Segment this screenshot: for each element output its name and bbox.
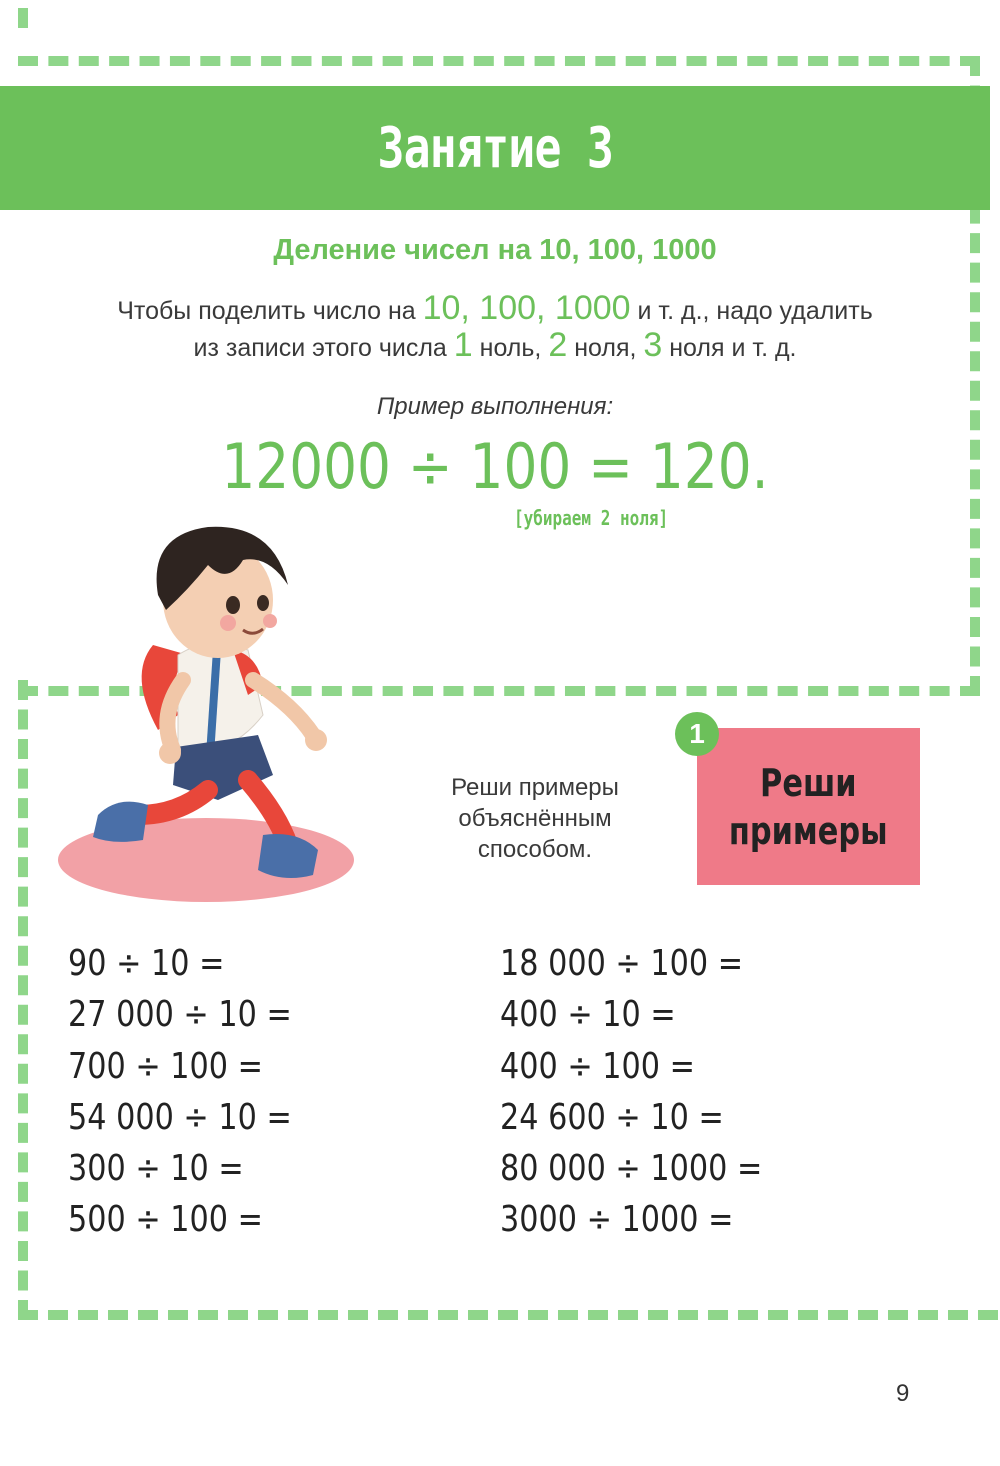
task-label-line: Реши (760, 760, 857, 805)
example-note: [убираем 2 ноля] (514, 506, 669, 530)
problem-item: 18 000 ÷ 100 = (500, 943, 744, 984)
problems-left-column (68, 938, 334, 1246)
instruction-line: способом. (477, 836, 593, 863)
task-label-line: примеры (729, 808, 888, 853)
task-label-box (697, 728, 920, 885)
rule-numbers: 10, 100, 1000 (422, 289, 631, 327)
rule-text: ноля и т. д. (662, 334, 797, 362)
task-number-badge: 1 (675, 712, 719, 756)
rule-number: 1 (453, 326, 473, 364)
problem-item: 700 ÷ 100 = (68, 1045, 263, 1087)
example-equation: 12000 ÷ 100 = 120. (221, 430, 769, 503)
instruction-line: объяснённым (458, 805, 612, 832)
problem-item: 400 ÷ 100 = (500, 1045, 695, 1087)
page-number: 9 (896, 1380, 910, 1407)
running-child-illustration (58, 515, 358, 915)
example-label: Пример выполнения: (376, 393, 614, 420)
frame-stub (18, 8, 28, 28)
problem-item: 80 000 ÷ 1000 = (500, 1148, 763, 1190)
rule-text: и т. д., надо удалить (630, 297, 873, 325)
rule-text: Чтобы поделить число на (117, 297, 423, 325)
instruction-line: Реши примеры (451, 774, 619, 801)
rule-number: 3 (643, 326, 663, 364)
rule-line-2 (60, 327, 930, 367)
problem-item: 90 ÷ 10 = (68, 943, 225, 984)
problem-item: 24 600 ÷ 10 = (500, 1096, 724, 1138)
rule-text: из записи этого числа (193, 334, 454, 362)
rule-line-1 (60, 290, 930, 330)
lesson-title: Занятие 3 (377, 115, 613, 181)
problem-item: 3000 ÷ 1000 = (500, 1199, 734, 1241)
problem-item: 400 ÷ 10 = (500, 994, 676, 1036)
lesson-banner (0, 86, 990, 210)
problem-item: 54 000 ÷ 10 = (68, 1096, 292, 1138)
rule-text: ноль, (472, 334, 549, 362)
topic-title: Деление чисел на 10, 100, 1000 (273, 234, 717, 266)
task-instruction (410, 772, 660, 865)
rule-number: 2 (548, 326, 568, 364)
problem-item: 27 000 ÷ 10 = (68, 994, 292, 1036)
problem-item: 300 ÷ 10 = (68, 1148, 244, 1190)
problem-item: 500 ÷ 100 = (68, 1199, 263, 1241)
problems-right-column (500, 938, 812, 1246)
rule-text: ноля, (567, 334, 644, 362)
